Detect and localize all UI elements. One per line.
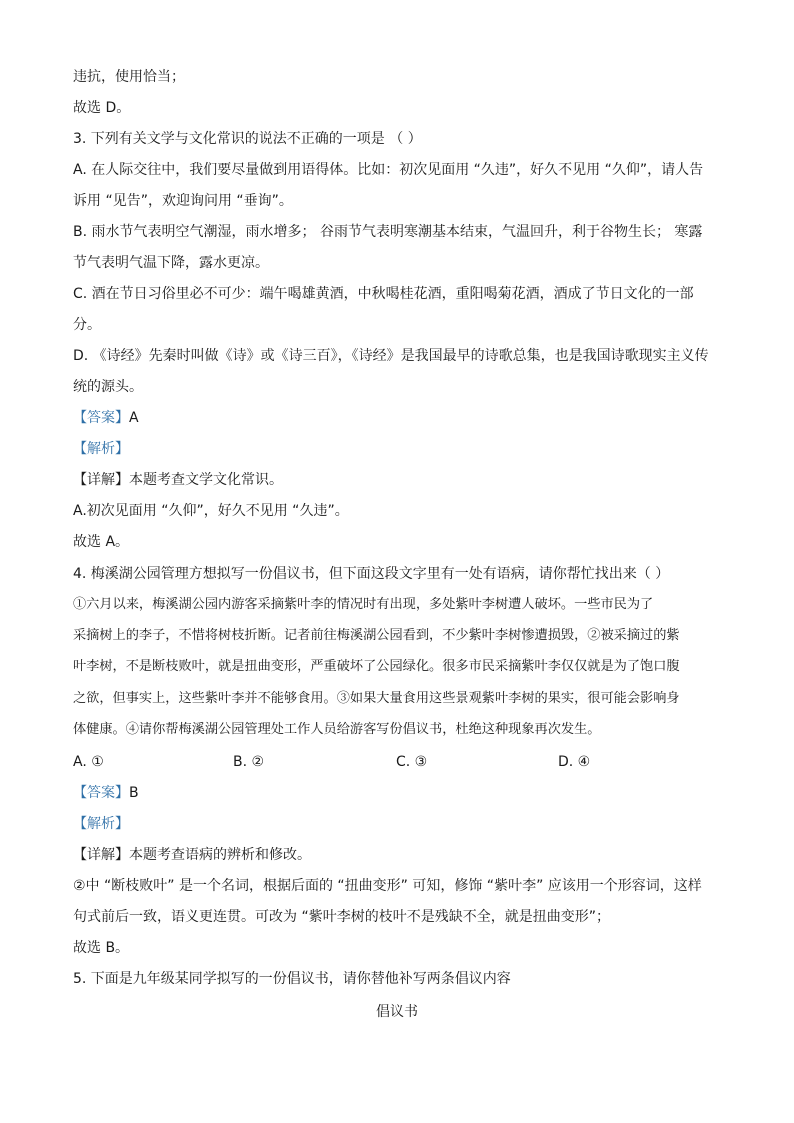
q3-choose: 故选 A。: [73, 534, 130, 550]
q4-answer: [73, 783, 139, 803]
detail-text: 本题考查文学文化常识。: [129, 472, 283, 488]
answer-value: A: [129, 410, 139, 426]
answer-tag: 【答案】: [73, 785, 129, 801]
q4-option-d: D. ④: [558, 754, 591, 770]
q3-option-d-line2: 统的源头。: [73, 379, 143, 395]
q5-stem: 5. 下面是九年级某同学拟写的一份倡议书，请你替他补写两条倡议内容: [73, 971, 511, 987]
q3-option-c-line1: C. 酒在节日习俗里必不可少：端午喝雄黄酒，中秋喝桂花酒，重阳喝菊花酒，酒成了节日文化的一部: [73, 286, 694, 302]
detail-tag: 【详解】: [73, 472, 129, 488]
q4-passage-line5: 体健康。④请你帮梅溪湖公园管理处工作人员给游客写份倡议书，杜绝这种现象再次发生。: [73, 722, 601, 737]
q3-option-b-line1: B. 雨水节气表明空气潮湿，雨水增多； 谷雨节气表明寒潮基本结束，气温回升，利于谷物生长； 寒露: [73, 224, 703, 240]
q3-option-c-line2: 分。: [73, 317, 101, 333]
answer-value: B: [129, 785, 139, 801]
q4-passage-line4: 之欲，但事实上，这些紫叶李并不能够食用。③如果大量食用这些景观紫叶李树的果实，很可能会影响身: [73, 691, 680, 706]
q4-option-a: A. ①: [73, 754, 104, 770]
q3-analysis: [73, 439, 129, 459]
answer-tag: 【答案】: [73, 410, 129, 426]
q4-choose: 故选 B。: [73, 940, 130, 956]
q4-detail: [73, 845, 311, 865]
q3-detail: [73, 470, 283, 490]
analysis-tag: 【解析】: [73, 816, 129, 832]
q3-option-a-line2: 诉用 “见告”，欢迎询问用 “垂询”。: [73, 193, 293, 209]
q4-option-c: C. ③: [396, 754, 428, 770]
q4-stem: 4. 梅溪湖公园管理方想拟写一份倡议书，但下面这段文字里有一处有语病，请你帮忙找出来（ ）: [73, 566, 670, 582]
q4-analysis: [73, 814, 129, 834]
q4-option-b: B. ②: [233, 754, 265, 770]
q4-explanation-line1: ②中 “断枝败叶” 是一个名词，根据后面的 “扭曲变形” 可知，修饰 “紫叶李” 应该用一个形容词，这样: [73, 878, 702, 894]
q4-explanation-line2: 句式前后一致，语义更连贯。可改为 “紫叶李树的枝叶不是残缺不全，就是扭曲变形”；: [73, 909, 610, 925]
q3-option-a-line1: A. 在人际交往中，我们要尽量做到用语得体。比如：初次见面用 “久违”，好久不见用 “久仰”，请人告: [73, 162, 704, 178]
q4-passage-line2: 采摘树上的李子，不惜将树枝折断。记者前往梅溪湖公园看到，不少紫叶李树惨遭损毁，②被采摘过的紫: [73, 628, 680, 643]
detail-text: 本题考查语病的辨析和修改。: [129, 847, 311, 863]
q3-answer: [73, 408, 139, 428]
detail-tag: 【详解】: [73, 847, 129, 863]
analysis-tag: 【解析】: [73, 441, 129, 457]
q4-passage-line3: 叶李树，不是断枝败叶，就是扭曲变形，严重破坏了公园绿化。很多市民采摘紫叶李仅仅就是为了饱口腹: [73, 659, 680, 674]
q3-option-d-line1: D. 《诗经》先秦时叫做《诗》或《诗三百》，《诗经》是我国最早的诗歌总集，也是我国诗歌现实主义传: [73, 348, 709, 364]
q4-passage-line1: ①六月以来，梅溪湖公园内游客采摘紫叶李的情况时有出现，多处紫叶李树遭人破坏。一些市民为了: [73, 597, 654, 612]
prev-choose: 故选 D。: [73, 100, 131, 116]
prev-answer-line: 违抗，使用恰当；: [73, 69, 185, 85]
q3-stem: 3. 下列有关文学与文化常识的说法不正确的一项是 （ ）: [73, 131, 422, 147]
q3-option-b-line2: 节气表明气温下降，露水更凉。: [73, 255, 269, 271]
q3-explanation: A.初次见面用 “久仰”，好久不见用 “久违”。: [73, 503, 349, 519]
q5-letter-title: 倡议书: [376, 1004, 418, 1020]
